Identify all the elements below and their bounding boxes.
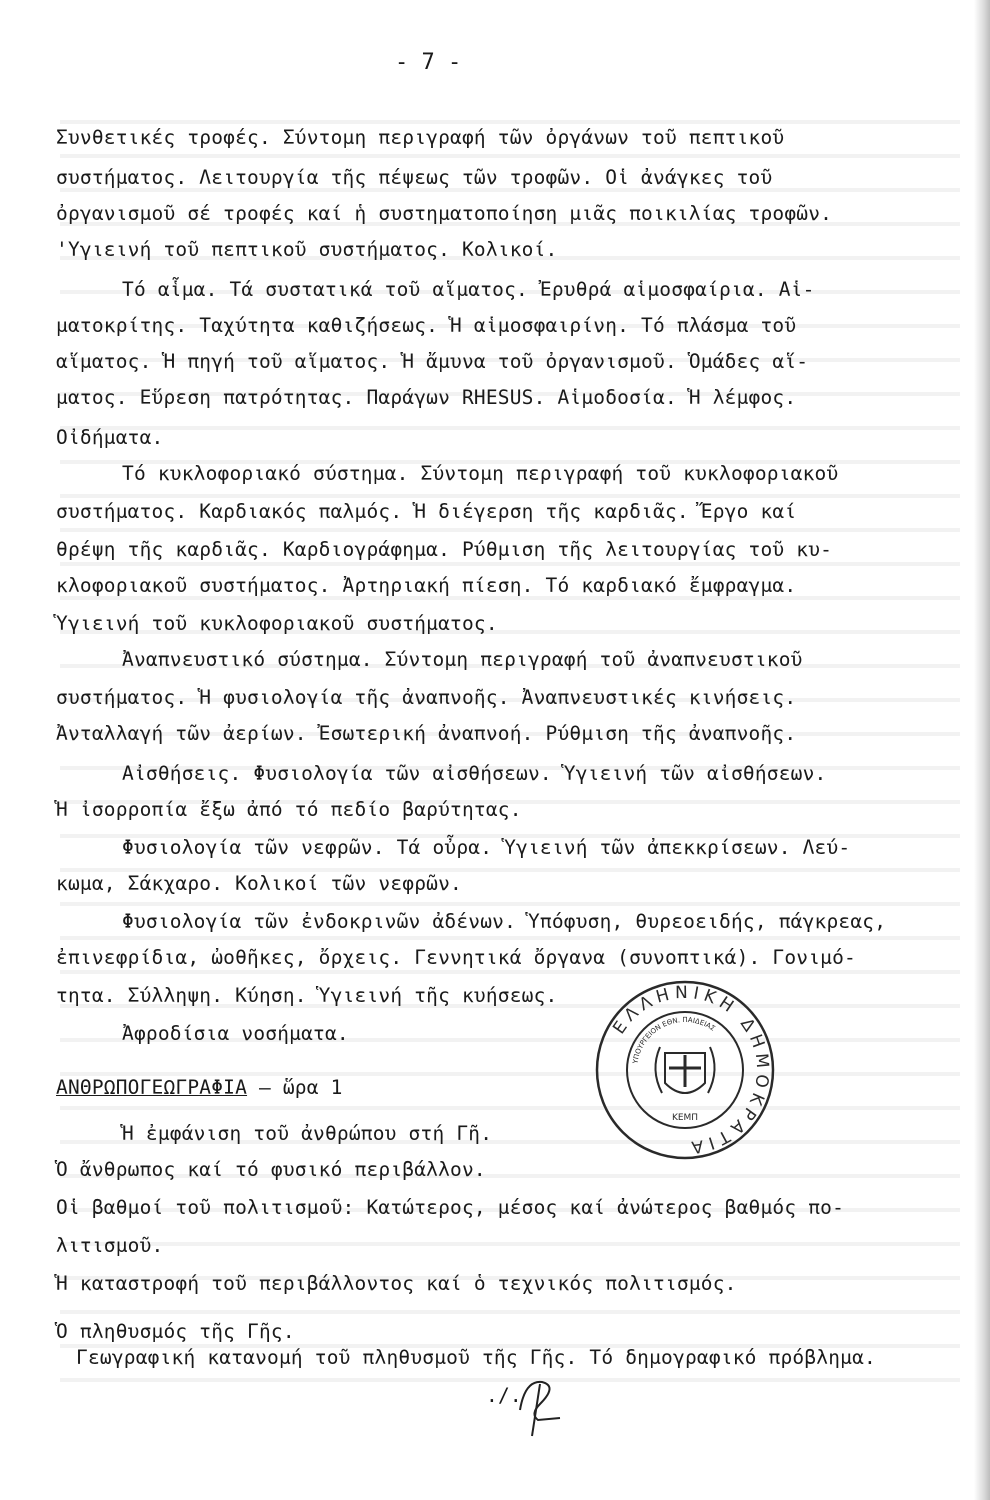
text-line: τητα. Σύλληψη. Κύηση. Ὑγιεινή τῆς κυήσεως. <box>56 984 558 1007</box>
section-heading-line <box>56 1076 343 1099</box>
text-line: ματοκρίτης. Ταχύτητα καθιζήσεως. Ἡ αἱμοσφαιρίνη. Τό πλάσμα τοῦ <box>56 314 797 337</box>
text-line: Οἰδήματα. <box>56 426 164 449</box>
text-line: Ἡ καταστροφή τοῦ περιβάλλοντος καί ὁ τεχνικός πολιτισμός. <box>56 1272 737 1295</box>
text-line: θρέψη τῆς καρδιᾶς. Καρδιογράφημα. Ρύθμιση τῆς λειτουργίας τοῦ κυ- <box>56 538 833 561</box>
text-line: Ὁ ἄνθρωπος καί τό φυσικό περιβάλλον. <box>56 1158 486 1181</box>
text-line: συστήματος. Λειτουργία τῆς πέψεως τῶν τροφῶν. Οἱ ἀνάγκες τοῦ <box>56 166 773 189</box>
text-line: 'Υγιεινή τοῦ πεπτικοῦ συστήματος. Κολικοί. <box>56 238 558 261</box>
text-line: κωμα, Σάκχαρο. Κολικοί τῶν νεφρῶν. <box>56 872 462 895</box>
text-line: συστήματος. Καρδιακός παλμός. Ἡ διέγερση τῆς καρδιᾶς. Ἔργο καί <box>56 500 797 523</box>
svg-text:ΥΠΟΥΡΓΕΙΟΝ ΕΘΝ. ΠΑΙΔΕΙΑΣ <box>631 1016 716 1065</box>
text-line: αἵματος. Ἡ πηγή τοῦ αἵματος. Ἡ ἄμυνα τοῦ ὀργανισμοῦ. Ὁμάδες αἵ- <box>56 350 809 373</box>
stamp-ring-text: ΕΛΛΗΝΙΚΗ ΔΗΜΟΚΡΑΤΙΑ <box>609 982 773 1158</box>
text-line: ὀργανισμοῦ σέ τροφές καί ἡ συστηματοποίηση μιᾶς ποικιλίας τροφῶν. <box>56 202 833 225</box>
text-line: Οἱ βαθμοί τοῦ πολιτισμοῦ: Κατώτερος, μέσος καί ἀνώτερος βαθμός πο- <box>56 1196 845 1219</box>
text-line: Τό κυκλοφοριακό σύστημα. Σύντομη περιγραφή τοῦ κυκλοφοριακοῦ <box>122 462 839 485</box>
page-number: - 7 - <box>395 50 462 75</box>
text-line: Ἡ ἰσορροπία ἔξω ἀπό τό πεδίο βαρύτητας. <box>56 798 522 821</box>
text-line: Ἀναπνευστικό σύστημα. Σύντομη περιγραφή τοῦ ἀναπνευστικοῦ <box>122 648 803 671</box>
text-line: Γεωγραφική κατανομή τοῦ πληθυσμοῦ τῆς Γῆς. Τό δημογραφικό πρόβλημα. <box>76 1346 876 1369</box>
text-line: Φυσιολογία τῶν νεφρῶν. Τά οὖρα. Ὑγιεινή τῶν ἀπεκκρίσεων. Λεύ- <box>122 836 851 859</box>
text-line: Ἀφροδίσια νοσήματα. <box>122 1022 349 1045</box>
text-line: κλοφοριακοῦ συστήματος. Ἀρτηριακή πίεση. Τό καρδιακό ἔμφραγμα. <box>56 574 797 597</box>
text-line: Ὁ πληθυσμός τῆς Γῆς. <box>56 1320 295 1343</box>
coat-of-arms-icon <box>655 1047 714 1093</box>
handwritten-signature <box>480 1370 590 1440</box>
official-stamp <box>590 975 780 1165</box>
section-hours: – ὥρα 1 <box>247 1076 343 1099</box>
text-line: Αἰσθήσεις. Φυσιολογία τῶν αἰσθήσεων. Ὑγιεινή τῶν αἰσθήσεων. <box>122 762 827 785</box>
continuation-mark: ./. <box>486 1384 522 1407</box>
stamp-inner-text: ΥΠΟΥΡΓΕΙΟΝ ΕΘΝ. ΠΑΙΔΕΙΑΣ <box>631 1015 717 1065</box>
text-line: Τό αἷμα. Τά συστατικά τοῦ αἵματος. Ἐρυθρά αἱμοσφαίρια. Αἱ- <box>122 278 815 301</box>
text-line: συστήματος. Ἡ φυσιολογία τῆς ἀναπνοῆς. Ἀναπνευστικές κινήσεις. <box>56 686 797 709</box>
stamp-bottom-text: ΚΕΜΠ <box>671 1113 699 1123</box>
text-line: Ἡ ἐμφάνιση τοῦ ἀνθρώπου στή Γῆ. <box>122 1122 493 1145</box>
page-edge-shadow <box>974 0 990 1500</box>
text-line: Συνθετικές τροφές. Σύντομη περιγραφή τῶν ὀργάνων τοῦ πεπτικοῦ <box>56 126 785 149</box>
section-heading: ΑΝΘΡΩΠΟΓΕΩΓΡΑΦΙΑ <box>56 1076 248 1099</box>
text-line: Φυσιολογία τῶν ἐνδοκρινῶν ἀδένων. Ὑπόφυση, θυρεοειδής, πάγκρεας, <box>122 910 887 933</box>
text-line: λιτισμοῦ. <box>56 1234 164 1257</box>
text-line: Ὑγιεινή τοῦ κυκλοφοριακοῦ συστήματος. <box>56 612 498 635</box>
text-line: Ἀνταλλαγή τῶν ἀερίων. Ἐσωτερική ἀναπνοή. Ρύθμιση τῆς ἀναπνοῆς. <box>56 722 797 745</box>
text-line: ματος. Εὕρεση πατρότητας. Παράγων RHESUS. Αἱμοδοσία. Ἡ λέμφος. <box>56 386 797 409</box>
text-line: ἐπινεφρίδια, ὠοθῆκες, ὄρχεις. Γεννητικά ὄργανα (συνοπτικά). Γονιμό- <box>56 946 856 969</box>
